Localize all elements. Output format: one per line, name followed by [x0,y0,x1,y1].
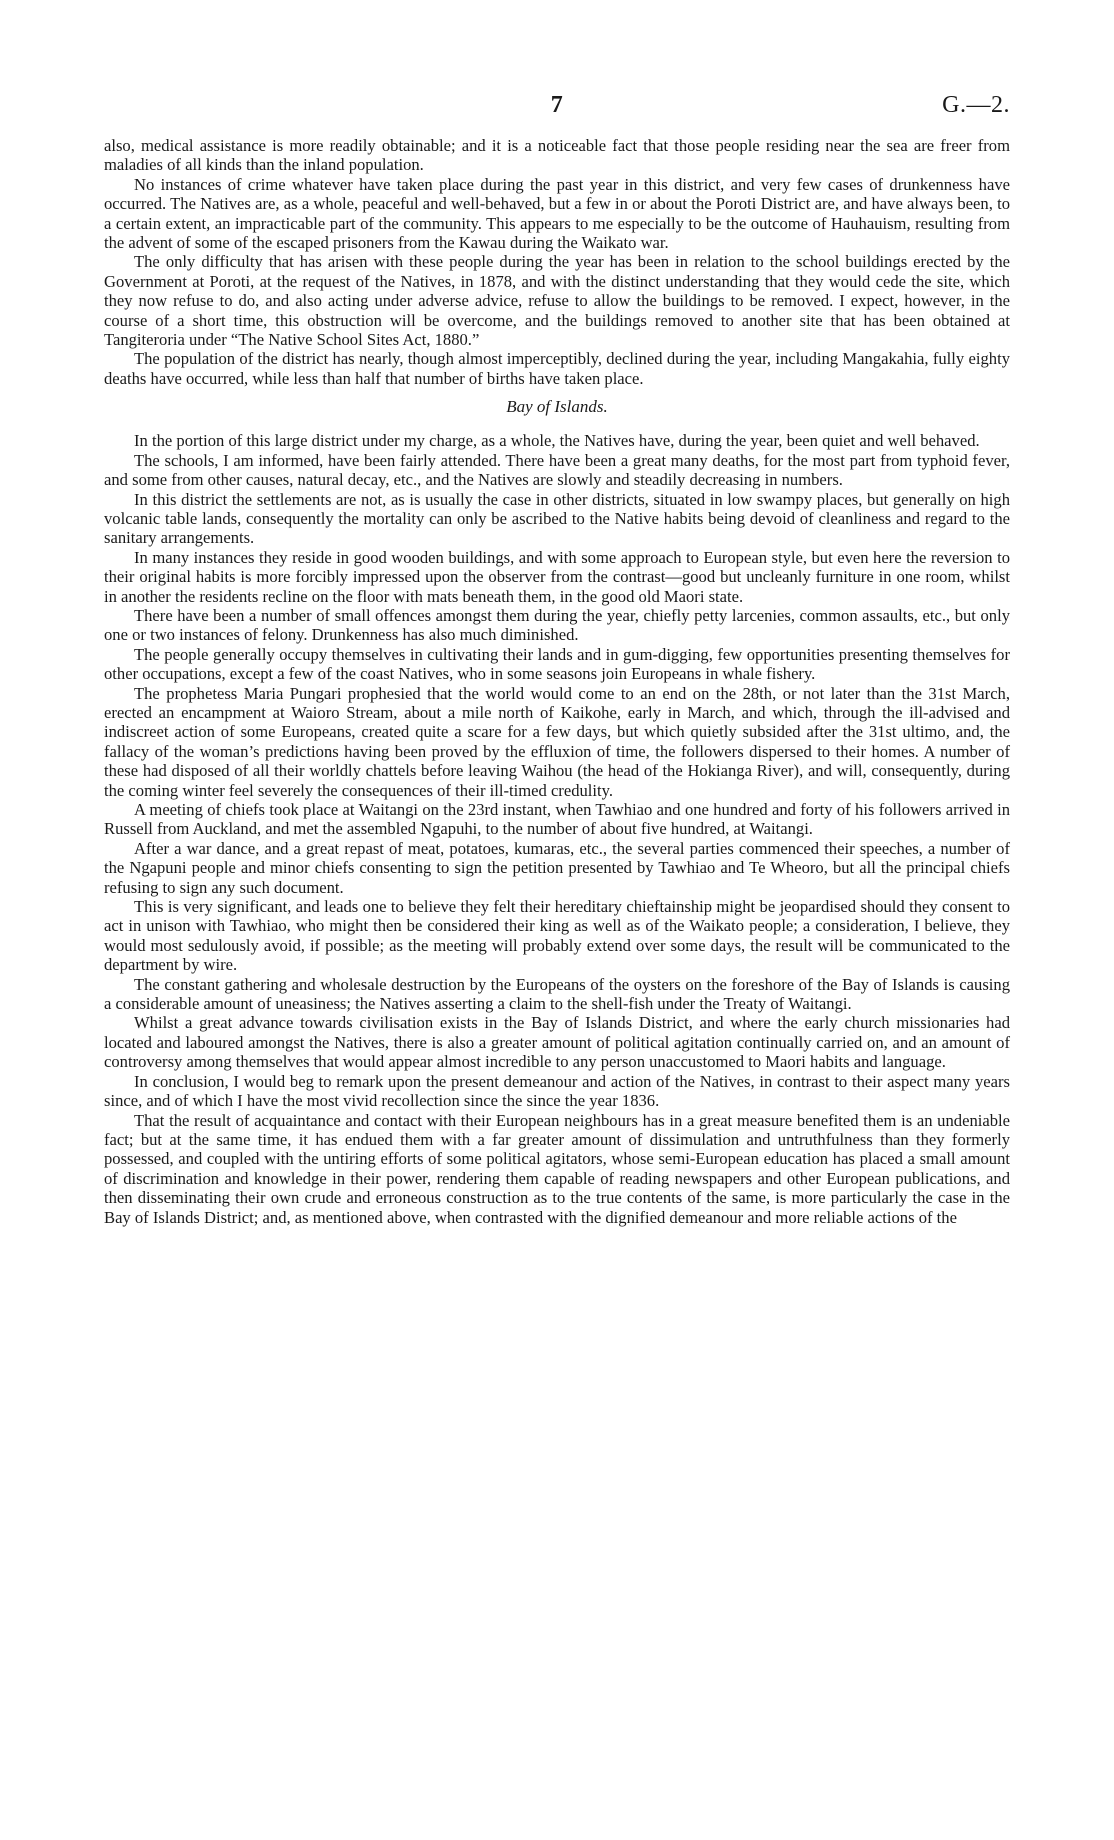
document-reference: G.—2. [942,92,1010,118]
paragraph: The constant gathering and wholesale destruction by the Europeans of the oysters on the foreshore of the Bay of Islands is causing a considerable amount of uneasiness; the Natives asserting a claim to the shell-fish under the Treaty of Waitangi. [104,974,1010,1014]
paragraph: In conclusion, I would beg to remark upon the present demeanour and action of the Natives, in contrast to their aspect many years since, and of which I have the most vivid recollection since the since the year 1836. [104,1071,1010,1111]
paragraph: also, medical assistance is more readily obtainable; and it is a noticeable fact that those people residing near the sea are freer from maladies of all kinds than the inland population. [104,136,1010,175]
page-number: 7 [550,92,564,118]
paragraph: In the portion of this large district under my charge, as a whole, the Natives have, during the year, been quiet and well behaved. [134,431,980,451]
paragraph: That the result of acquaintance and contact with their European neighbours has in a great measure benefited them is an undeniable fact; but at the same time, it has endued them with a far greater amount of dissimulation and untruthfulness than they formerly possessed, and coupled with the untiring efforts of some political agitators, whose semi-European education has placed a small amount of discrimination and knowledge in their power, rendering them capable of reading newspapers and other European publications, and then disseminating their own crude and erroneous construction as to the true contents of the same, is more particularly the case in the Bay of Islands District; and, as mentioned above, when contrasted with the dignified demeanour and more reliable actions of the [104,1110,1010,1227]
paragraph: After a war dance, and a great repast of meat, potatoes, kumaras, etc., the several parties commenced their speeches, a number of the Ngapuni people and minor chiefs consenting to sign the petition presented by Tawhiao and Te Wheoro, but all the principal chiefs refusing to sign any such document. [104,838,1010,897]
paragraph: The population of the district has nearly, though almost imperceptibly, declined during the year, including Mangakahia, fully eighty deaths have occurred, while less than half that number of births have taken place. [104,349,1010,388]
paragraph: A meeting of chiefs took place at Waitangi on the 23rd instant, when Tawhiao and one hundred and forty of his followers arrived in Russell from Auckland, and met the assembled Ngapuhi, to the number of about five hundred, at Waitangi. [104,800,1010,839]
section-heading: Bay of Islands. [506,397,608,417]
paragraph: There have been a number of small offences amongst them during the year, chiefly petty larcenies, common assaults, etc., but only one or two instances of felony. Drunkenness has also much diminished. [104,605,1010,645]
page-header [104,92,1010,126]
paragraph: The people generally occupy themselves in cultivating their lands and in gum-digging, few opportunities presenting themselves for other occupations, except a few of the coast Natives, who in some seasons join Europeans in whale fishery. [104,644,1010,684]
paragraph: The schools, I am informed, have been fairly attended. There have been a great many deaths, for the most part from typhoid fever, and some from other causes, natural decay, etc., and the Natives are slowly and steadily decreasing in numbers. [104,450,1010,490]
paragraph: In this district the settlements are not, as is usually the case in other districts, situated in low swampy places, but generally on high volcanic table lands, consequently the mortality can only be ascribed to the Native habits being devoid of cleanliness and regard to the sanitary arrangements. [104,489,1010,548]
paragraph: No instances of crime whatever have taken place during the past year in this district, and very few cases of drunkenness have occurred. The Natives are, as a whole, peaceful and well-behaved, but a few in or about the Poroti District are, and have always been, to a certain extent, an impracticable part of the community. This appears to me especially to be the outcome of Hauhauism, resulting from the advent of some of the escaped prisoners from the Kawau during the Waikato war. [104,174,1010,253]
document-body [104,136,1010,1227]
paragraph: This is very significant, and leads one to believe they felt their hereditary chieftainship might be jeopardised should they consent to act in unison with Tawhiao, who might then be considered their king as well as of the Waikato people; a consideration, I believe, they would most sedulously avoid, if possible; as the meeting will probably extend over some days, the result will be communicated to the department by wire. [104,897,1010,975]
paragraph: In many instances they reside in good wooden buildings, and with some approach to European style, but even here the reversion to their original habits is more forcibly impressed upon the observer from the contrast—good but uncleanly furniture in one room, whilst in another the residents recline on the floor with mats beneath them, in the good old Maori state. [104,547,1010,606]
paragraph: Whilst a great advance towards civilisation exists in the Bay of Islands District, and where the early church missionaries had located and laboured amongst the Natives, there is also a greater amount of political agitation continually carried on, and an amount of controversy among themselves that would appear almost incredible to any person unaccustomed to Maori habits and language. [104,1013,1010,1072]
paragraph: The only difficulty that has arisen with these people during the year has been in relation to the school buildings erected by the Government at Poroti, at the request of the Natives, in 1878, and with the distinct understanding that they would cede the site, which they now refuse to do, and also acting under adverse advice, refuse to allow the buildings to be removed. I expect, however, in the course of a short time, this obstruction will be overcome, and the buildings removed to another site that has been obtained at Tangiteroria under “The Native School Sites Act, 1880.” [104,252,1010,350]
paragraph: The prophetess Maria Pungari prophesied that the world would come to an end on the 28th, or not later than the 31st March, erected an encampment at Waioro Stream, about a mile north of Kaikohe, early in March, and which, through the ill-advised and indiscreet action of some Europeans, created quite a scare for a few days, but which quietly subsided after the 31st ultimo, and, the fallacy of the woman’s predictions having been proved by the effluxion of time, the followers dispersed to their homes. A number of these had disposed of all their worldly chattels before leaving Waihou (the head of the Hokianga River), and will, consequently, during the coming winter feel severely the consequences of their ill-timed credulity. [104,683,1010,800]
